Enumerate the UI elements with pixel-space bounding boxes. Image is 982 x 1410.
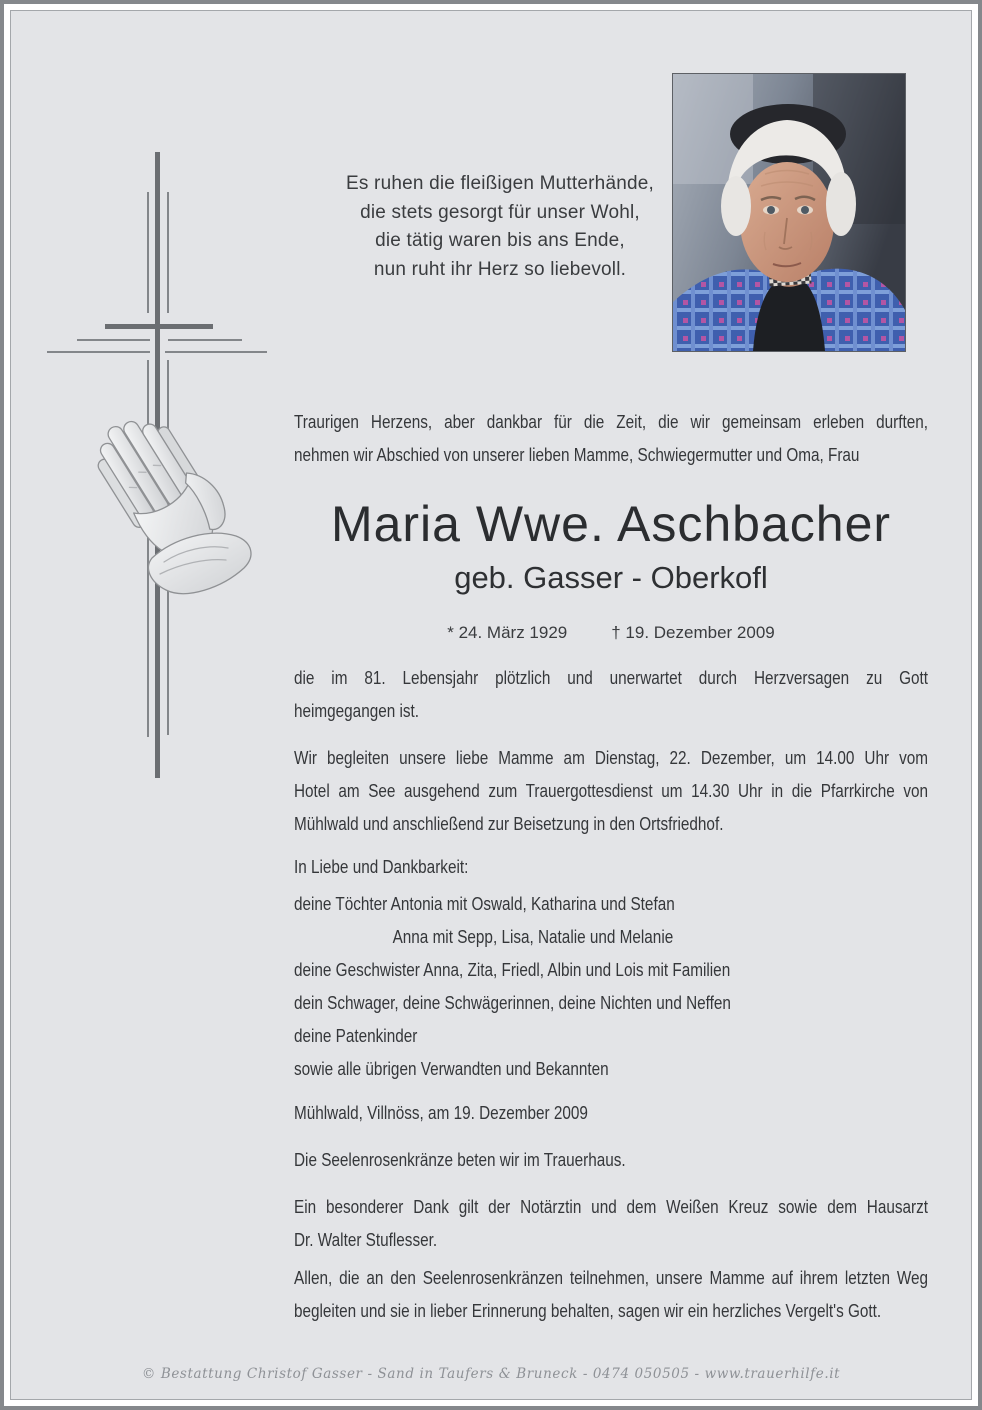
final-thanks-paragraph	[294, 1262, 928, 1328]
family-heading: In Liebe und Dankbarkeit:	[294, 857, 469, 877]
footer-credit: © Bestattung Christof Gasser - Sand in Taufers & Bruneck - 0474 050505 - www.trauerhilfe.it	[141, 1366, 841, 1382]
memorial-poem	[300, 170, 700, 284]
poem-line: nun ruht ihr Herz so liebevoll.	[373, 258, 627, 280]
praying-hands-icon	[86, 406, 264, 626]
thanks-line: Dr. Walter Stuflesser.	[294, 1230, 438, 1250]
portrait-photo	[672, 73, 906, 352]
cross-thin-line	[167, 192, 169, 313]
family-line: Anna mit Sepp, Lisa, Natalie und Melanie	[392, 927, 674, 947]
cross-thin-line	[165, 351, 267, 353]
family-section	[294, 851, 928, 1086]
obituary-body	[294, 406, 928, 1328]
death-date: † 19. Dezember 2009	[611, 623, 775, 642]
family-line: deine Töchter Antonia mit Oswald, Katharina und Stefan	[294, 894, 675, 914]
death-notice-paragraph	[294, 662, 928, 728]
thanks-line: Ein besonderer Dank gilt der Notärztin und dem Weißen Kreuz sowie dem Hausarzt	[294, 1197, 929, 1217]
deceased-name: Maria Wwe. Aschbacher	[330, 496, 892, 552]
family-line: deine Patenkinder	[294, 1026, 418, 1046]
rosary-note: Die Seelenrosenkränze beten wir im Trauerhaus.	[294, 1150, 626, 1170]
cross-thin-line	[47, 351, 150, 353]
poem-line: Es ruhen die fleißigen Mutterhände,	[345, 173, 654, 194]
intro-paragraph	[294, 406, 928, 472]
family-line: sowie alle übrigen Verwandten und Bekannten	[294, 1059, 609, 1079]
death-notice-line: heimgegangen ist.	[294, 701, 420, 721]
family-list	[294, 888, 928, 1086]
funeral-line: Hotel am See ausgehend zum Trauergottesdienst um 14.30 Uhr in die Pfarrkirche von	[294, 781, 929, 801]
intro-line: nehmen wir Abschied von unserer lieben Mamme, Schwiegermutter und Oma, Frau	[294, 445, 860, 465]
thanks-paragraph	[294, 1191, 928, 1257]
intro-line: Traurigen Herzens, aber dankbar für die Zeit, die wir gemeinsam erleben durften,	[294, 412, 929, 432]
poem-line: die tätig waren bis ans Ende,	[375, 230, 625, 251]
place-date: Mühlwald, Villnöss, am 19. Dezember 2009	[294, 1103, 588, 1123]
life-dates	[294, 622, 928, 644]
portrait-illustration	[673, 74, 905, 351]
funeral-info-paragraph	[294, 742, 928, 841]
cross-thin-line	[77, 339, 150, 341]
family-line: deine Geschwister Anna, Zita, Friedl, Albin und Lois mit Familien	[294, 960, 731, 980]
cross-thin-line	[168, 339, 242, 341]
death-notice-line: die im 81. Lebensjahr plötzlich und unerwartet durch Herzversagen zu Gott	[294, 668, 929, 688]
funeral-line: Mühlwald und anschließend zur Beisetzung in den Ortsfriedhof.	[294, 814, 724, 834]
funeral-line: Wir begleiten unsere liebe Mamme am Dienstag, 22. Dezember, um 14.00 Uhr vom	[294, 748, 929, 768]
family-line: dein Schwager, deine Schwägerinnen, deine Nichten und Neffen	[294, 993, 731, 1013]
cross-thin-line	[147, 192, 149, 313]
final-thanks-line: Allen, die an den Seelenrosenkränzen teilnehmen, unsere Mamme auf ihrem letzten Weg	[294, 1268, 929, 1288]
maiden-name: geb. Gasser - Oberkofl	[454, 560, 768, 595]
final-thanks-line: begleiten und sie in lieber Erinnerung behalten, sagen wir ein herzliches Vergelt's Gott.	[294, 1301, 882, 1321]
birth-date: * 24. März 1929	[447, 623, 568, 642]
cross-horizontal-bar	[105, 324, 213, 329]
poem-line: die stets gesorgt für unser Wohl,	[360, 201, 640, 223]
